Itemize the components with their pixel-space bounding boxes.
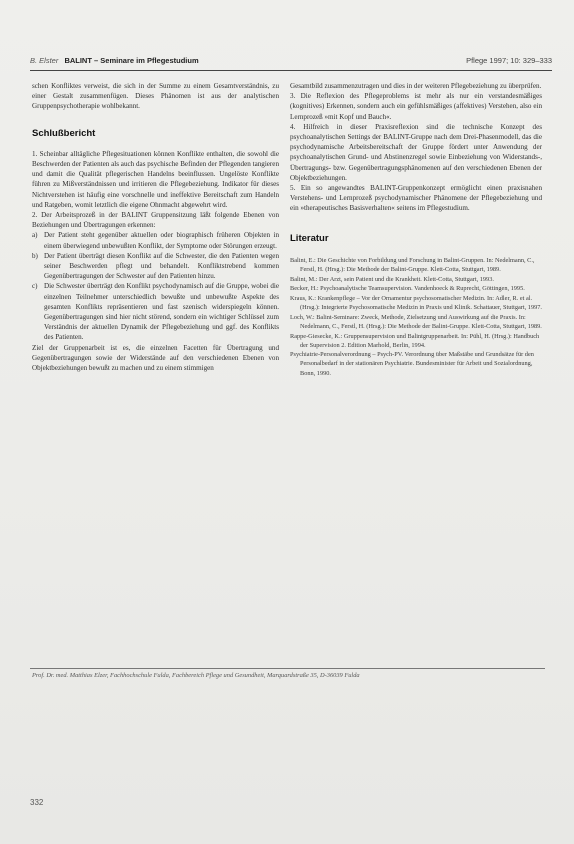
paragraph-3: 3. Die Reflexion des Pflegeproblems ist mehr als nur ein verstandesmäßiges (kognitives) Erkennen, sondern auch ein gefühlsmäßiges (affektives) Verstehen, also ein Lernprozeß »mit Kopf und Bauch«. (290, 92, 542, 121)
reference-item: Balint, M.: Der Arzt, sein Patient und die Krankheit. Klett-Cotta, Stuttgart, 1993. (290, 275, 494, 283)
list-marker: c) (32, 282, 38, 291)
paragraph-4: 4. Hilfreich in dieser Praxisreflexion sind die technische Konzept des psychoanalytischen Settings der BALINT-Gruppe nach dem Drei-Phasenmodell, das die psychodynamische Arbeitsbereitschaft der Gruppe fördert unter Anwendung der psychoanalytischen Grund- und Abstinenzregel sowie Einbeziehung von Widerstands-, Übertragungs- bzw. Gegenübertragungsphänomenen auf den verschiedenen Ebenen der Objektbeziehungen. (290, 122, 542, 182)
right-column (290, 81, 542, 378)
list-marker: a) (32, 231, 38, 240)
section-title-schlussbericht: Schlußbericht (32, 127, 96, 139)
left-column (32, 81, 279, 373)
running-header (30, 56, 552, 71)
list-item (32, 281, 279, 342)
list-item-text: Die Schwester überträgt den Konflikt psychodynamisch auf die Gruppe, wobei die einzelnen Teilnehmer unterschiedlich bewußte und unbewußte Aspekte des gesamten Konflikts repräsentieren und fast szenisch widerspiegeln können. Gegenübertragungen sind hier nicht störend, sondern ein wichtiger Schlüssel zum Verständnis der aktuellen Dynamik der Pflegebeziehung und ggf. des Konflikts des Patienten. (44, 282, 279, 342)
header-author: B. Elster (30, 56, 59, 65)
paragraph-5: 5. Ein so angewandtes BALINT-Gruppenkonzept ermöglicht einen praxisnahen Verstehens- und Lernprozeß psychodynamischer Phänomene der Pflegebeziehung und ein »therapeutisches Basisverhalten« seitens im Pflegestudium. (290, 184, 542, 213)
reference-item: Becker, H.: Psychoanalytische Teamsupervision. Vandenhoeck & Ruprecht, Göttingen, 1995. (290, 285, 525, 293)
left-intro-paragraph: schen Konfliktes verweist, die sich in der Summe zu einem Gesamtverständnis, zu einer Gestalt zusammenfügen. Dieses Phänomen ist aus der analytischen Gruppenpsychotherapie wohlbekannt. (32, 82, 279, 111)
list-item-text: Der Patient steht gegenüber aktuellen oder biographisch früheren Objekten in einem überwiegend unbewußten Konflikt, der Symptome oder Störungen erzeugt. (44, 231, 279, 250)
author-address-footnote: Prof. Dr. med. Matthias Elzer, Fachhochschule Fulda, Fachbereich Pflege und Gesundheit, Marquardstraße 35, D-36039 Fulda (32, 672, 360, 679)
list-item-text: Der Patient überträgt diesen Konflikt auf die Schwester, die den Patienten wegen seiner Beschwerden pflegt und behandelt. Konfliktstrebend kommen Gegenübertragungen der Schwester auf den Patienten hinzu. (44, 251, 279, 281)
reference-item: Balint, E.: Die Geschichte von Forbildung und Forschung in Balint-Gruppen. In: Nedelmann, C., Ferstl, H. (Hrsg.): Die Methode der Balint-Gruppe. Klett-Cotta, Stuttgart, 1989. (290, 256, 535, 273)
reference-item: Psychiatrie-Personalverordnung – Psych-PV. Verordnung über Maßstäbe und Grundsätze für den Personalbedarf in der stationären Psychiatrie. Bundesminister für Arbeit und Sozialordnung, Bonn, 1990. (290, 351, 534, 377)
paragraph-1: 1. Scheinbar alltägliche Pflegesituationen können Konflikte enthalten, die sowohl die Beschwerden der Patienten als auch das psychische Befinden der Pflegenden tangieren und damit die Qualität pflegerischen Handelns beeinflussen. Ungelöste Konflikte führen zu Mißverständnissen und irritieren die Pflegebeziehung. Indikator für dieses Nichtverstehen ist häufig eine vorschnelle und ineffektive Bereitschaft zum Handeln und Ratgeben, womit letztlich die eigene Ohnmacht abgewehrt wird. (32, 149, 279, 209)
section-title-literatur: Literatur (290, 232, 329, 244)
reference-item: Loch, W.: Balint-Seminare: Zweck, Methode, Zielsetzung und Auswirkung auf die Praxis. In: Nedelmann, C., Ferstl, H. (Hrsg.): Die Methode der Balint-Gruppe. Klett-Cotta, Stuttgart, 1989. (290, 313, 542, 330)
header-journal: Pflege 1997; 10: 329–333 (466, 56, 552, 65)
list-item (32, 251, 279, 282)
closing-paragraph: Ziel der Gruppenarbeit ist es, die einzelnen Facetten für Übertragung und Gegenübertragungen sowie der Widerstände auf den verschiedenen Ebenen von Objektbeziehungen bewußt zu machen und zu einem stimmigen (32, 343, 279, 373)
page-number: 332 (30, 798, 44, 807)
reference-item: Kraus, K.: Krankenpflege – Vor der Ornamentur psychosomatischer Medizin. In: Adler, R. et al. (Hrsg.): Integrierte Psychosomatische Medizin in Praxis und Klinik. Schattauer, Stuttgart, 1997. (290, 295, 542, 312)
reference-item: Rappe-Giesecke, K.: Gruppensupervision und Balintgruppenarbeit. In: Pühl, H. (Hrsg.): Handbuch der Supervision 2. Edition Marhold, Berlin, 1994. (290, 332, 540, 349)
paragraph-2: 2. Der Arbeitsprozeß in der BALINT Gruppensitzung läßt folgende Ebenen von Beziehungen und Übertragungen erkennen: (32, 211, 279, 230)
reference-list (290, 256, 542, 378)
header-title: BALINT – Seminare im Pflegestudium (64, 56, 199, 65)
footer-divider (30, 668, 545, 669)
list-marker: b) (32, 251, 38, 260)
list-item (32, 230, 279, 250)
right-intro-paragraph: Gesamtbild zusammenzutragen und dies in der weiteren Pflegebeziehung zu überprüfen. (290, 82, 542, 90)
